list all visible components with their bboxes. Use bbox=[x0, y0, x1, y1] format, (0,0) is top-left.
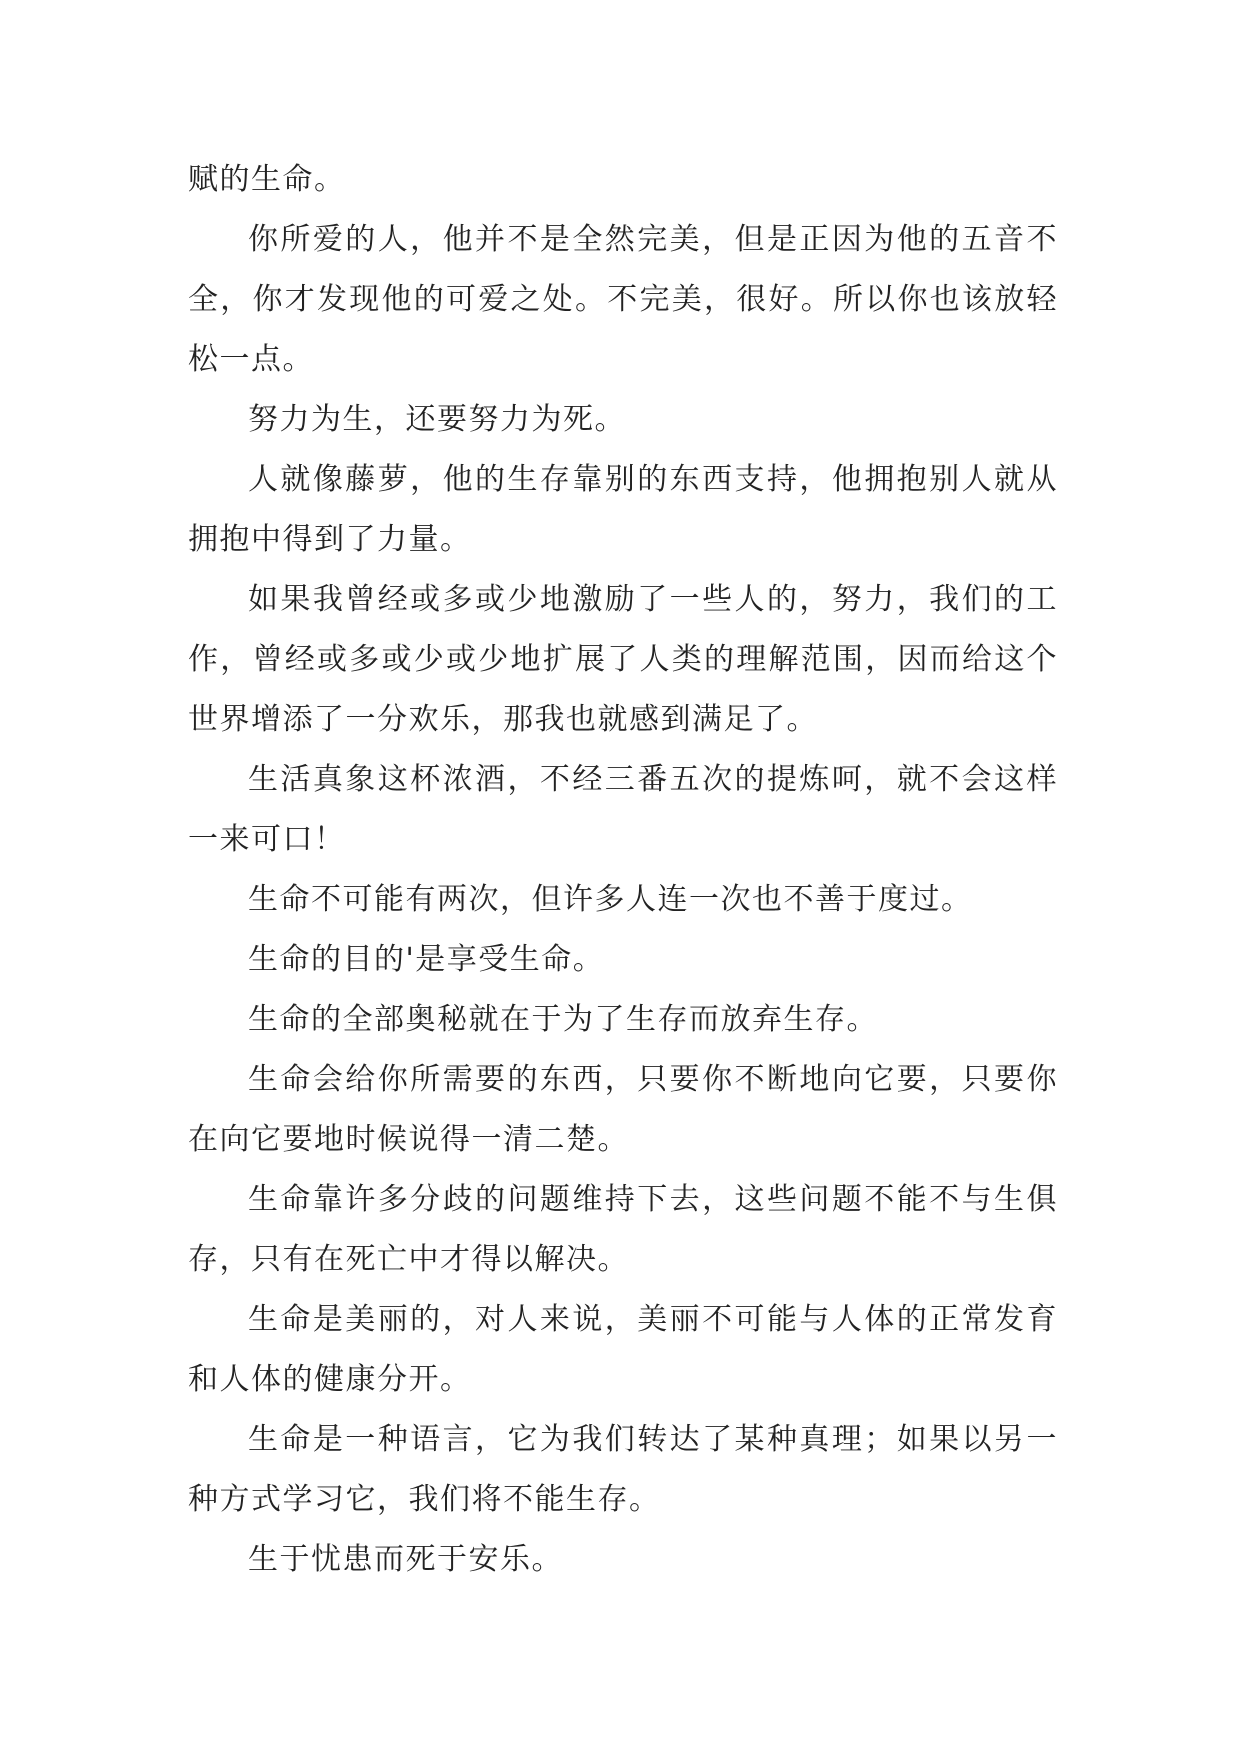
paragraph: 人就像藤萝，他的生存靠别的东西支持，他拥抱别人就从拥抱中得到了力量。 bbox=[188, 462, 1058, 557]
paragraph: 努力为生，还要努力为死。 bbox=[248, 402, 626, 437]
paragraph: 生命靠许多分歧的问题维持下去，这些问题不能不与生俱存，只有在死亡中才得以解决。 bbox=[188, 1182, 1058, 1277]
paragraph: 生于忧患而死于安乐。 bbox=[248, 1542, 563, 1577]
paragraph: 生命的目的'是享受生命。 bbox=[248, 942, 605, 977]
paragraph: 生命是美丽的，对人来说，美丽不可能与人体的正常发育和人体的健康分开。 bbox=[188, 1302, 1058, 1397]
paragraph-continuation: 赋的生命。 bbox=[188, 162, 346, 197]
document-page bbox=[188, 150, 1058, 1590]
paragraph: 生命的全部奥秘就在于为了生存而放弃生存。 bbox=[248, 1002, 878, 1037]
paragraph: 你所爱的人，他并不是全然完美，但是正因为他的五音不全，你才发现他的可爱之处。不完美，很好。所以你也该放轻松一点。 bbox=[188, 222, 1058, 377]
paragraph: 生命会给你所需要的东西，只要你不断地向它要，只要你在向它要地时候说得一清二楚。 bbox=[188, 1062, 1058, 1157]
paragraph: 如果我曾经或多或少地激励了一些人的，努力，我们的工作，曾经或多或少或少地扩展了人类的理解范围，因而给这个世界增添了一分欢乐，那我也就感到满足了。 bbox=[188, 582, 1058, 737]
paragraph: 生命不可能有两次，但许多人连一次也不善于度过。 bbox=[248, 882, 973, 917]
paragraph: 生活真象这杯浓酒，不经三番五次的提炼呵，就不会这样一来可口！ bbox=[188, 762, 1058, 857]
paragraph: 生命是一种语言，它为我们转达了某种真理；如果以另一种方式学习它，我们将不能生存。 bbox=[188, 1422, 1058, 1517]
